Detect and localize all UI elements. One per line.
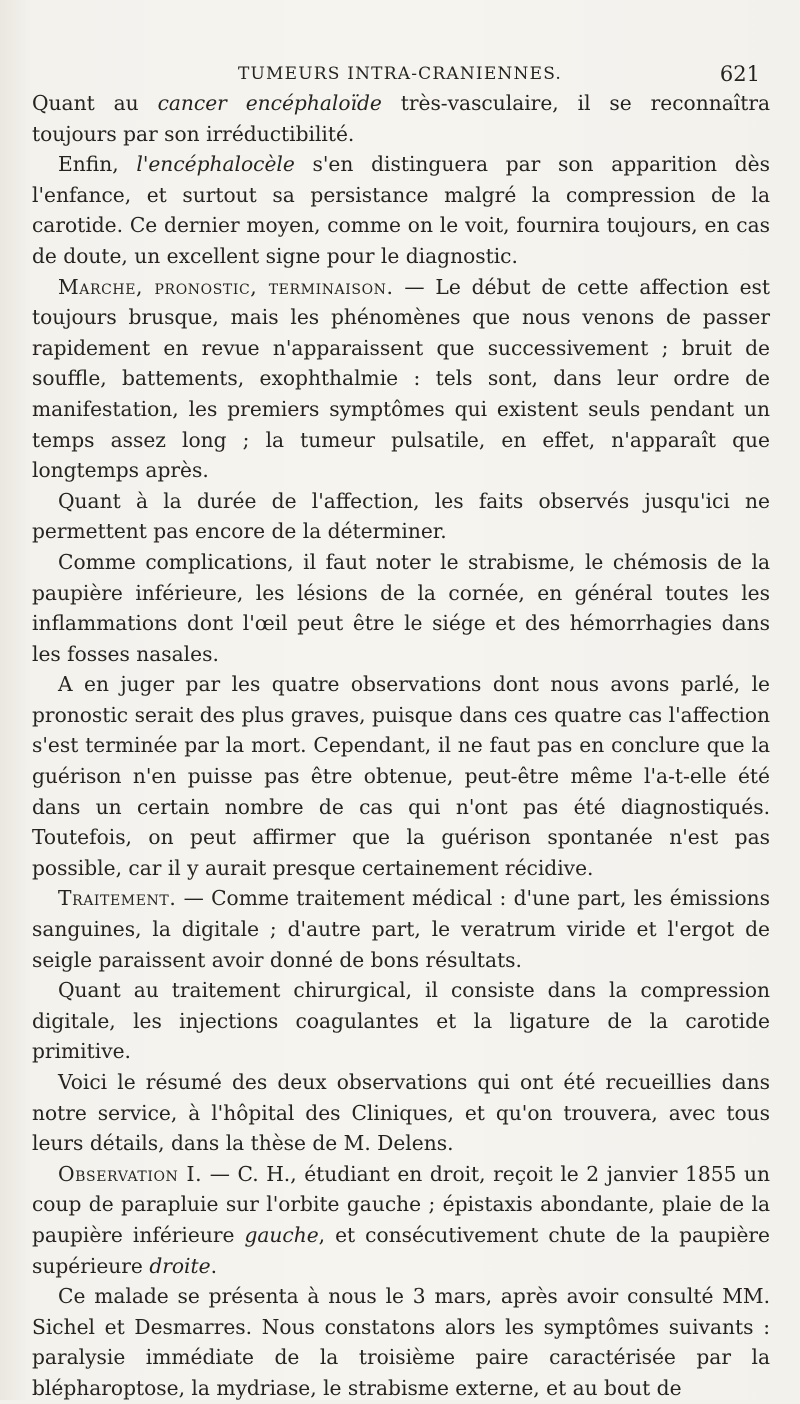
paragraph-pronostic bbox=[32, 669, 770, 883]
paragraph-text: — C. H., étudiant en droit, reçoit le 2 janvier 1855 un coup de parapluie sur l'orbite gauche ; épistaxis abondante, plaie de la paupière inférieure bbox=[32, 1161, 770, 1247]
paragraph-traitement-chirurgical bbox=[32, 975, 770, 1067]
paragraph-text: Ce malade se présenta à nous le 3 mars, après avoir consulté MM. Sichel et Desmarres. Nous constatons alors les symptômes suivants : paralysie immédiate de la troisième paire caractérisée par la blépharoptose, la mydriase, le strabisme externe, et au bout de bbox=[32, 1284, 770, 1400]
paragraph-text: A en juger par les quatre observations dont nous avons parlé, le pronostic serait des plus graves, puisque dans ces quatre cas l'affection s'est terminée par la mort. Cependant, il ne faut pas en conclure que la guérison n'en puisse pas être obtenue, peut-être même l'a-t-elle été dans un certain nombre de cas qui n'ont pas été diagnostiqués. Toutefois, on peut affirmer que la guérison spontanée n'est pas possible, car il y aurait presque certainement récidive. bbox=[32, 672, 770, 880]
paragraph-text: Enfin, bbox=[58, 152, 137, 177]
italic-term: l'encéphalocèle bbox=[136, 152, 295, 177]
paragraph-text: , et consécutivement chute de la paupière supérieure bbox=[32, 1222, 770, 1278]
page-number: 621 bbox=[719, 62, 760, 86]
paragraph-marche-pronostic bbox=[32, 272, 770, 486]
paragraph-text: Quant au bbox=[32, 91, 158, 115]
paragraph-text: Voici le résumé des deux observations qui ont été recueillies dans notre service, à l'hôpital des Cliniques, et qu'on trouvera, avec tous leurs détails, dans la thèse de M. Delens. bbox=[32, 1070, 770, 1156]
paragraph-text: Quant à la durée de l'affection, les faits observés jusqu'ici ne permettent pas encore de la déterminer. bbox=[32, 488, 770, 544]
paragraph-text: Comme complications, il faut noter le strabisme, le chémosis de la paupière inférieure, les lésions de la cornée, en général toutes les inflammations dont l'œil peut être le siége et des hémorrhagies dans les fosses nasales. bbox=[32, 549, 770, 666]
italic-term: droite bbox=[149, 1253, 211, 1278]
paragraph-text: s'en distinguera par son apparition dès l'enfance, et surtout sa persistance malgré la compression de la carotide. Ce dernier moyen, comme on le voit, fournira toujours, en cas de doute, un excellent signe pour le diagnostic. bbox=[32, 152, 770, 268]
paragraph-text: Quant au traitement chirurgical, il consiste dans la compression digitale, les injections coagulantes et la ligature de la carotide primitive. bbox=[32, 978, 770, 1064]
section-heading: Marche, pronostic, terminaison. bbox=[58, 274, 394, 299]
paragraph-observation-1 bbox=[32, 1159, 770, 1281]
paragraph-traitement bbox=[32, 883, 770, 975]
section-heading: Observation I. bbox=[58, 1161, 203, 1186]
paragraph-resume-observations bbox=[32, 1067, 770, 1159]
paragraph-duree bbox=[32, 486, 770, 547]
running-title: TUMEURS INTRA-CRANIENNES. bbox=[237, 64, 563, 84]
paragraph-malade bbox=[32, 1281, 770, 1403]
body-text bbox=[32, 88, 770, 1404]
paragraph-text: — Comme traitement médical : d'une part, les émissions sanguines, la digitale ; d'autre part, le veratrum viride et l'ergot de seigle paraissent avoir donné de bons résultats. bbox=[32, 886, 770, 972]
section-heading: Traitement. bbox=[58, 886, 177, 911]
paragraph-text: très-vasculaire, il se reconnaîtra toujours par son irréductibilité. bbox=[32, 91, 771, 146]
paragraph-cancer-encephaloide bbox=[32, 88, 770, 149]
italic-term: cancer encéphaloïde bbox=[157, 91, 382, 115]
paragraph-text: . bbox=[210, 1253, 217, 1278]
paragraph-text: — Le début de cette affection est toujours brusque, mais les phénomènes que nous venons de passer rapidement en revue n'apparaissent que successivement ; bruit de souffle, battements, exophthalmie : tels sont, dans leur ordre de manifestation, les premiers symptômes qui existent seuls pendant un temps assez long ; la tumeur pulsatile, en effet, n'apparaît que longtemps après. bbox=[32, 274, 770, 483]
paragraph-encephalocele bbox=[32, 149, 770, 271]
paragraph-complications bbox=[32, 547, 770, 669]
italic-term: gauche bbox=[244, 1222, 319, 1247]
